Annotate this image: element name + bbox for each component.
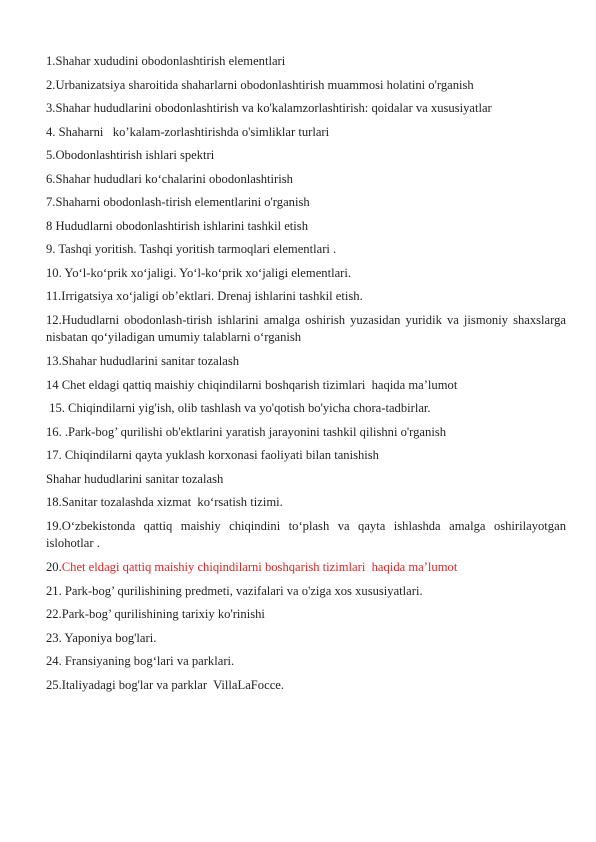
list-item: 8 Hududlarni obodonlashtirish ishlarini tashkil etish: [46, 218, 308, 233]
list-item: 14 Chet eldagi qattiq maishiy chiqindilarni boshqarish tizimlari haqida ma’lumot: [46, 377, 458, 392]
list-item: 23. Yaponiya bog'lari.: [46, 630, 157, 645]
list-item: 15. Chiqindilarni yig'ish, olib tashlash va yo'qotish bo'yicha chora-tadbirlar.: [46, 401, 431, 415]
highlighted-text: Chet eldagi qattiq maishiy chiqindilarni boshqarish tizimlari haqida ma’lumot: [61, 560, 458, 574]
section-heading: Shahar hududlarini sanitar tozalash: [46, 471, 224, 486]
list-item: 7.Shaharni obodonlash-tirish elementlarini o'rganish: [46, 195, 310, 209]
list-item: 9. Tashqi yoritish. Tashqi yoritish tarmoqlari elementlari .: [46, 242, 337, 256]
list-item: 18.Sanitar tozalashda xizmat ko‘rsatish tizimi.: [46, 495, 283, 509]
list-item: 25.Italiyadagi bog'lar va parklar VillaLaFocce.: [46, 677, 285, 692]
list-item-highlighted: [46, 559, 566, 575]
list-item: 11.Irrigatsiya xo‘jaligi ob’ektlari. Drenaj ishlarini tashkil etish.: [46, 289, 363, 303]
list-item: 12.Hududlarni obodonlash-tirish ishlarini amalga oshirish yuzasidan yuridik va jismoniy shaxslarga nisbatan qo‘yiladigan umumiy talablarni o‘rganish: [46, 312, 566, 344]
list-item: 6.Shahar hududlari ko‘chalarini obodonlashtirish: [46, 171, 293, 186]
list-item: 3.Shahar hududlarini obodonlashtirish va ko'kalamzorlashtirish: qoidalar va xususiyatlar: [46, 101, 492, 115]
topic-list: [46, 53, 566, 700]
list-item: 13.Shahar hududlarini sanitar tozalash: [46, 354, 240, 368]
list-item: 17. Chiqindilarni qayta yuklash korxonasi faoliyati bilan tanishish: [46, 448, 379, 462]
list-item: 19.O‘zbekistonda qattiq maishiy chiqindini to‘plash va qayta ishlashda amalga oshirilayotgan islohotlar .: [46, 518, 566, 550]
list-item-number: 20.: [46, 560, 62, 574]
list-item: 5.Obodonlashtirish ishlari spektri: [46, 148, 215, 162]
list-item: 2.Urbanizatsiya sharoitida shaharlarni obodonlashtirish muammosi holatini o'rganish: [46, 77, 474, 92]
list-item: 4. Shaharni ko’kalam-zorlashtirishda o'simliklar turlari: [46, 124, 330, 139]
list-item: 24. Fransiyaning bog‘lari va parklari.: [46, 654, 235, 668]
list-item: 22.Park-bog’ qurilishining tarixiy ko'rinishi: [46, 607, 265, 621]
list-item: 21. Park-bog’ qurilishining predmeti, vazifalari va o'ziga xos xususiyatlari.: [46, 583, 423, 598]
list-item: 10. Yo‘l-ko‘prik xo‘jaligi. Yo‘l-ko‘prik xo‘jaligi elementlari.: [46, 265, 352, 280]
list-item: 16. .Park-bog’ qurilishi ob'ektlarini yaratish jarayonini tashkil qilishni o'rganish: [46, 424, 447, 439]
list-item: 1.Shahar xududini obodonlashtirish elementlari: [46, 54, 286, 68]
